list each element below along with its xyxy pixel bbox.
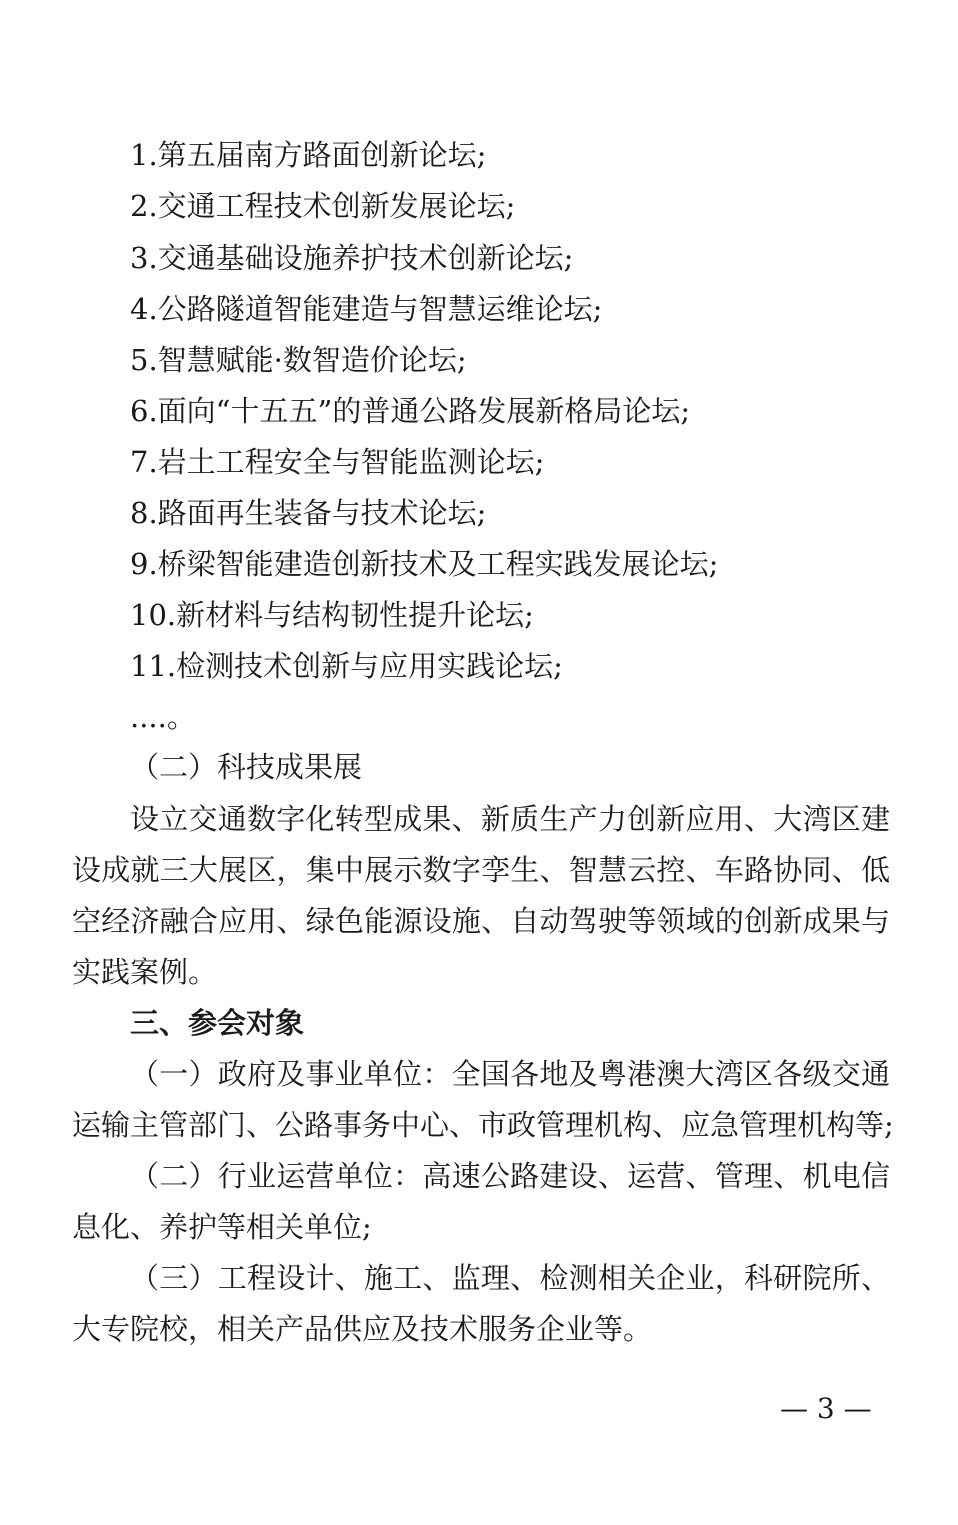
forum-item-11: 11.检测技术创新与应用实践论坛; — [130, 649, 563, 683]
forum-item-7: 7.岩土工程安全与智能监测论坛; — [130, 445, 545, 479]
operators-paragraph-line-1: （二）行业运营单位：高速公路建设、运营、管理、机电信 — [130, 1159, 890, 1193]
forum-item-1: 1.第五届南方路面创新论坛; — [130, 138, 487, 172]
forum-item-5: 5.智慧赋能·数智造价论坛; — [130, 343, 467, 377]
forum-item-8: 8.路面再生装备与技术论坛; — [130, 496, 487, 530]
exhibition-paragraph-line-4: 实践案例。 — [72, 955, 218, 989]
engineering-paragraph-line-2: 大专院校，相关产品供应及技术服务企业等。 — [72, 1312, 653, 1346]
forum-item-2: 2.交通工程技术创新发展论坛; — [130, 189, 516, 223]
forum-item-9: 9.桥梁智能建造创新技术及工程实践发展论坛; — [130, 547, 719, 581]
engineering-paragraph-line-1: （三）工程设计、施工、监理、检测相关企业，科研院所、 — [130, 1261, 890, 1295]
exhibition-paragraph-line-3: 空经济融合应用、绿色能源设施、自动驾驶等领域的创新成果与 — [72, 904, 890, 938]
page-number: — 3 — — [780, 1392, 872, 1425]
forum-item-3: 3.交通基础设施养护技术创新论坛; — [130, 241, 574, 275]
gov-paragraph-line-2: 运输主管部门、公路事务中心、市政管理机构、应急管理机构等; — [72, 1108, 894, 1142]
forum-item-10: 10.新材料与结构韧性提升论坛; — [130, 598, 534, 632]
exhibition-paragraph-line-2: 设成就三大展区，集中展示数字孪生、智慧云控、车路协同、低 — [72, 853, 890, 887]
operators-paragraph-line-2: 息化、养护等相关单位; — [72, 1210, 372, 1244]
forum-item-4: 4.公路隧道智能建造与智慧运维论坛; — [130, 292, 603, 326]
exhibition-paragraph-line-1: 设立交通数字化转型成果、新质生产力创新应用、大湾区建 — [130, 802, 890, 836]
list-ellipsis: ....。 — [130, 700, 196, 734]
participants-heading: 三、参会对象 — [130, 1006, 305, 1040]
exhibition-subheading: （二）科技成果展 — [130, 750, 363, 784]
forum-item-6: 6.面向“十五五”的普通公路发展新格局论坛; — [130, 394, 691, 428]
gov-paragraph-line-1: （一）政府及事业单位：全国各地及粤港澳大湾区各级交通 — [130, 1057, 890, 1091]
